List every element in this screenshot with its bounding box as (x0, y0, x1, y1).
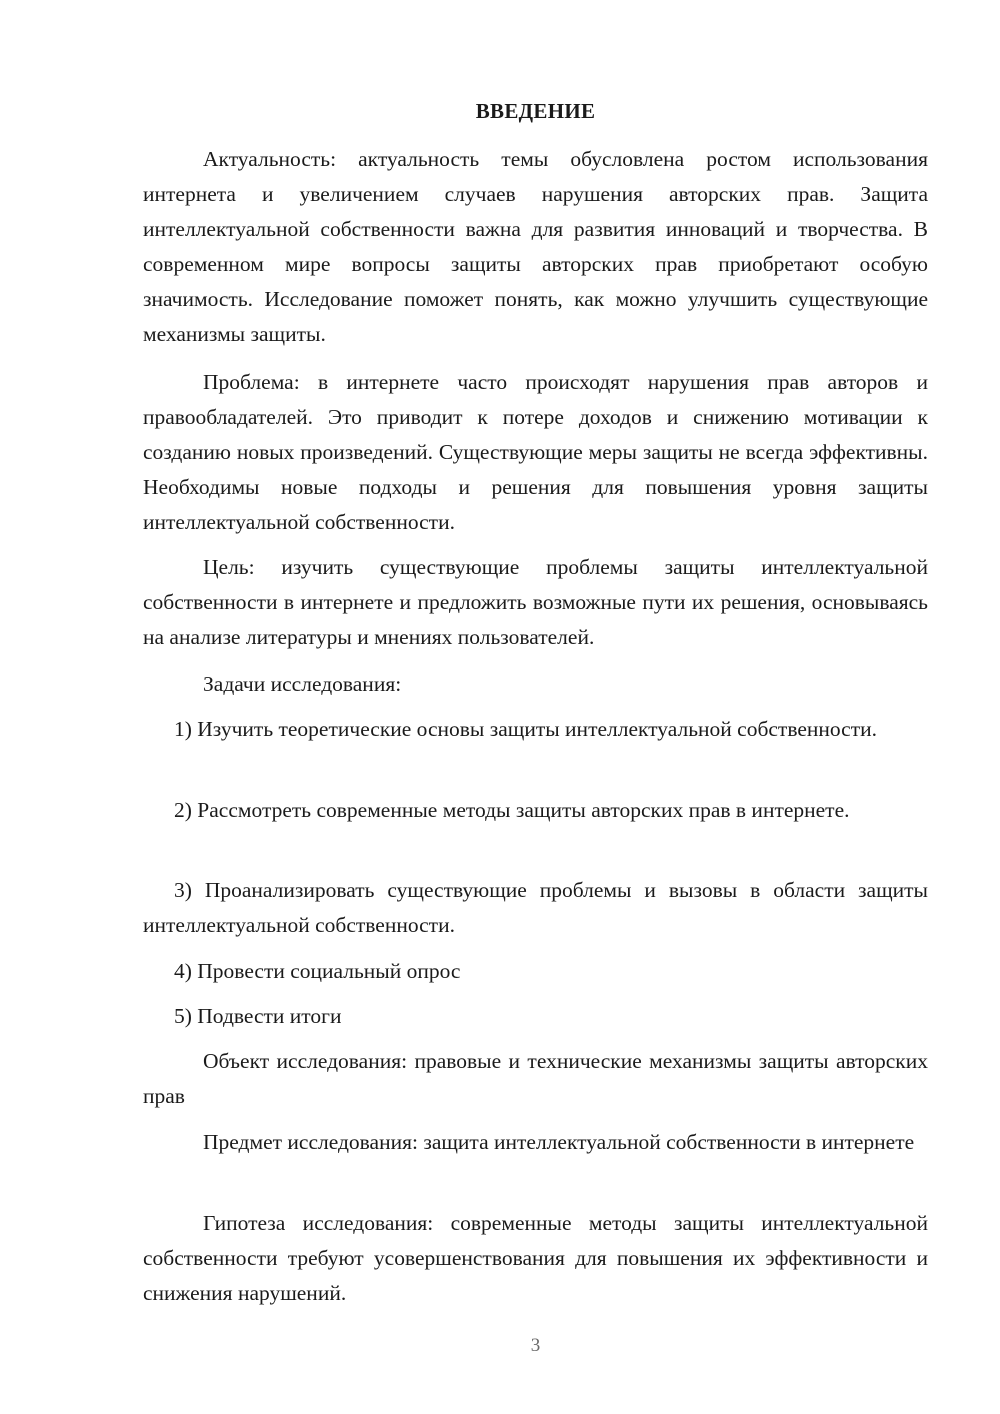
paragraph-subject: Предмет исследования: защита интеллектуальной собственности в интернете (203, 1130, 915, 1154)
paragraph-hypothesis: Гипотеза исследования: современные методы защиты интеллектуальной собственности требуют усовершенствования для повышения их эффективности и снижения нарушений. (143, 1211, 928, 1305)
tasks-heading: Задачи исследования: (203, 672, 402, 696)
task-item-2: 2) Рассмотреть современные методы защиты авторских прав в интернете. (174, 798, 850, 822)
task-item-4: 4) Провести социальный опрос (174, 959, 461, 983)
paragraph-relevance: Актуальность: актуальность темы обусловлена ростом использования интернета и увеличением случаев нарушения авторских прав. Защита интеллектуальной собственности важна для развития инноваций и творчества. В современном мире вопросы защиты авторских прав приобретают особую значимость. Исследование поможет понять, как можно улучшить существующие механизмы защиты. (143, 147, 928, 346)
paragraph-problem: Проблема: в интернете часто происходят нарушения прав авторов и правообладателей. Это приводит к потере доходов и снижению мотивации к созданию новых произведений. Существующие меры защиты не всегда эффективны. Необходимы новые подходы и решения для повышения уровня защиты интеллектуальной собственности. (143, 370, 928, 534)
page-number: 3 (530, 1335, 541, 1356)
task-item-3: 3) Проанализировать существующие проблемы и вызовы в области защиты интеллектуальной собственности. (143, 878, 928, 937)
document-page (143, 0, 928, 1414)
section-title: ВВЕДЕНИЕ (475, 99, 596, 123)
paragraph-object: Объект исследования: правовые и технические механизмы защиты авторских прав (143, 1049, 928, 1108)
task-item-5: 5) Подвести итоги (174, 1004, 342, 1028)
paragraph-goal: Цель: изучить существующие проблемы защиты интеллектуальной собственности в интернете и предложить возможные пути их решения, основываясь на анализе литературы и мнениях пользователей. (143, 555, 928, 649)
task-item-1: 1) Изучить теоретические основы защиты интеллектуальной собственности. (174, 717, 878, 741)
